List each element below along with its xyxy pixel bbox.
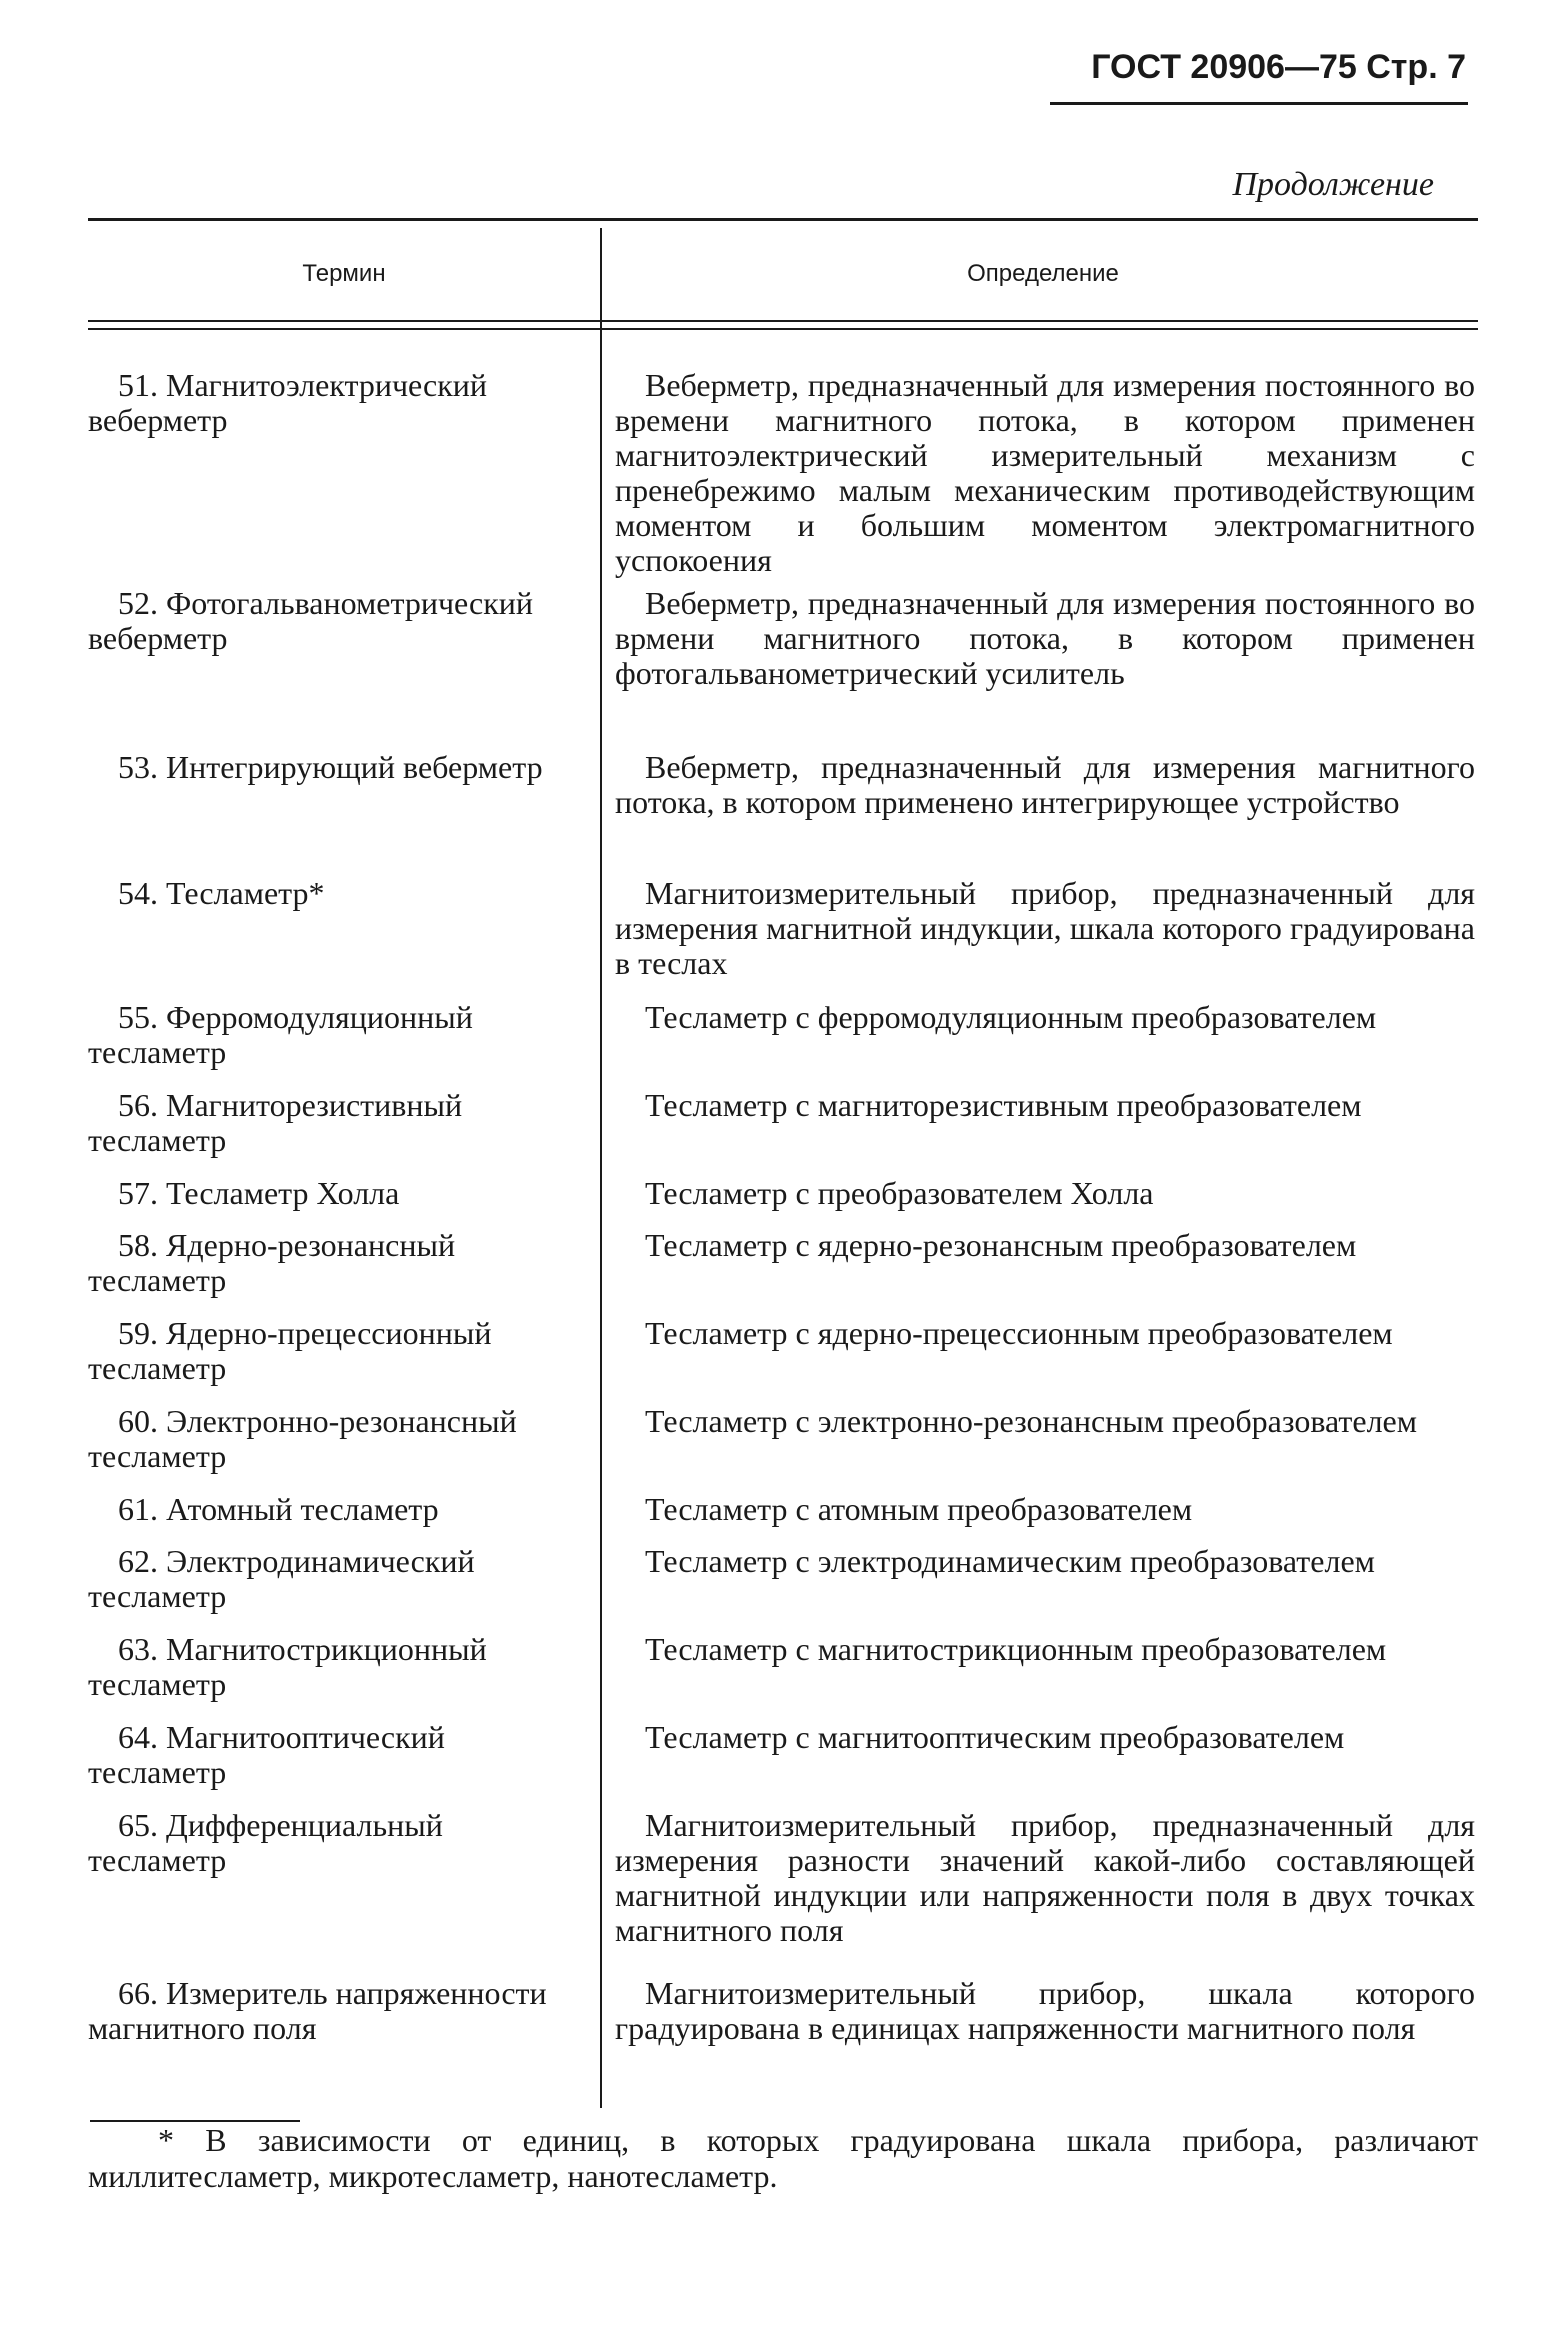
definition-cell: Магнитоизмерительный прибор, предназначенный для измерения магнитной индукции, шкала которого градуирована в теслах [615, 875, 1475, 981]
definition-cell: Тесламетр с преобразователем Холла [645, 1175, 1154, 1211]
term-cell: 56. Магниторезистивный тесламетр [88, 1087, 463, 1158]
definition-cell: Тесламетр с магнитострикционным преобразователем [645, 1631, 1387, 1667]
footnote: * В зависимости от единиц, в которых градуирована шкала прибора, различают миллитесламетр, микротесламетр, нанотесламетр. [88, 2122, 1478, 2194]
definition-cell: Магнитоизмерительный прибор, шкала которого градуирована в единицах напряженности магнитного поля [615, 1975, 1475, 2046]
term-cell: 60. Электронно-резонансный тесламетр [88, 1403, 517, 1474]
term-cell: 53. Интегрирующий веберметр [118, 749, 543, 785]
header-double-rule-top [88, 320, 1478, 322]
definition-cell: Веберметр, предназначенный для измерения постоянного во времени магнитного потока, в котором применен магнитоэлектрический измерительный механизм с пренебрежимо малым механическим противодействующим моментом и большим моментом электромагнитного успокоения [615, 367, 1475, 578]
definition-cell: Тесламетр с ядерно-прецессионным преобразователем [645, 1315, 1393, 1351]
definition-cell: Тесламетр с атомным преобразователем [645, 1491, 1193, 1527]
definition-cell: Тесламетр с магниторезистивным преобразователем [645, 1087, 1362, 1123]
term-cell: 63. Магнитострикционный тесламетр [88, 1631, 487, 1702]
term-cell: 66. Измеритель напряженности магнитного поля [88, 1975, 547, 2046]
column-divider [600, 228, 602, 2108]
definition-cell: Тесламетр с ядерно-резонансным преобразователем [645, 1227, 1357, 1263]
definition-cell: Тесламетр с электронно-резонансным преобразователем [645, 1403, 1417, 1439]
continuation-label: Продолжение [1232, 166, 1434, 203]
definition-cell: Магнитоизмерительный прибор, предназначенный для измерения разности значений какой-либо составляющей магнитной индукции или напряженности поля в двух точках магнитного поля [615, 1807, 1475, 1948]
term-cell: 51. Магнитоэлектрический веберметр [88, 367, 488, 438]
term-cell: 55. Ферромодуляционный тесламетр [88, 999, 473, 1070]
header-rule [1050, 102, 1468, 105]
term-cell: 59. Ядерно-прецессионный тесламетр [88, 1315, 492, 1386]
page-header: ГОСТ 20906—75 Стр. 7 [1091, 48, 1466, 86]
terms-table [88, 218, 1478, 2108]
term-cell: 65. Дифференциальный тесламетр [88, 1807, 443, 1878]
column-header-term: Термин [302, 260, 386, 287]
table-top-rule [88, 218, 1478, 221]
definition-cell: Тесламетр с магнитооптическим преобразователем [645, 1719, 1345, 1755]
term-cell: 52. Фотогальванометрический веберметр [88, 585, 534, 656]
definition-cell: Тесламетр с ферромодуляционным преобразователем [645, 999, 1377, 1035]
column-header-definition: Определение [967, 260, 1119, 287]
term-cell: 62. Электродинамический тесламетр [88, 1543, 475, 1614]
header-double-rule-bottom [88, 328, 1478, 330]
term-cell: 61. Атомный тесламетр [118, 1491, 439, 1527]
definition-cell: Тесламетр с электродинамическим преобразователем [645, 1543, 1375, 1579]
definition-cell: Веберметр, предназначенный для измерения магнитного потока, в котором применено интегрирующее устройство [615, 749, 1475, 820]
definition-cell: Веберметр, предназначенный для измерения постоянного во врмени магнитного потока, в котором применен фотогальванометрический усилитель [615, 585, 1475, 691]
term-cell: 58. Ядерно-резонансный тесламетр [88, 1227, 456, 1298]
term-cell: 57. Тесламетр Холла [118, 1175, 400, 1211]
term-cell: 54. Тесламетр* [118, 875, 325, 911]
term-cell: 64. Магнитооптический тесламетр [88, 1719, 445, 1790]
